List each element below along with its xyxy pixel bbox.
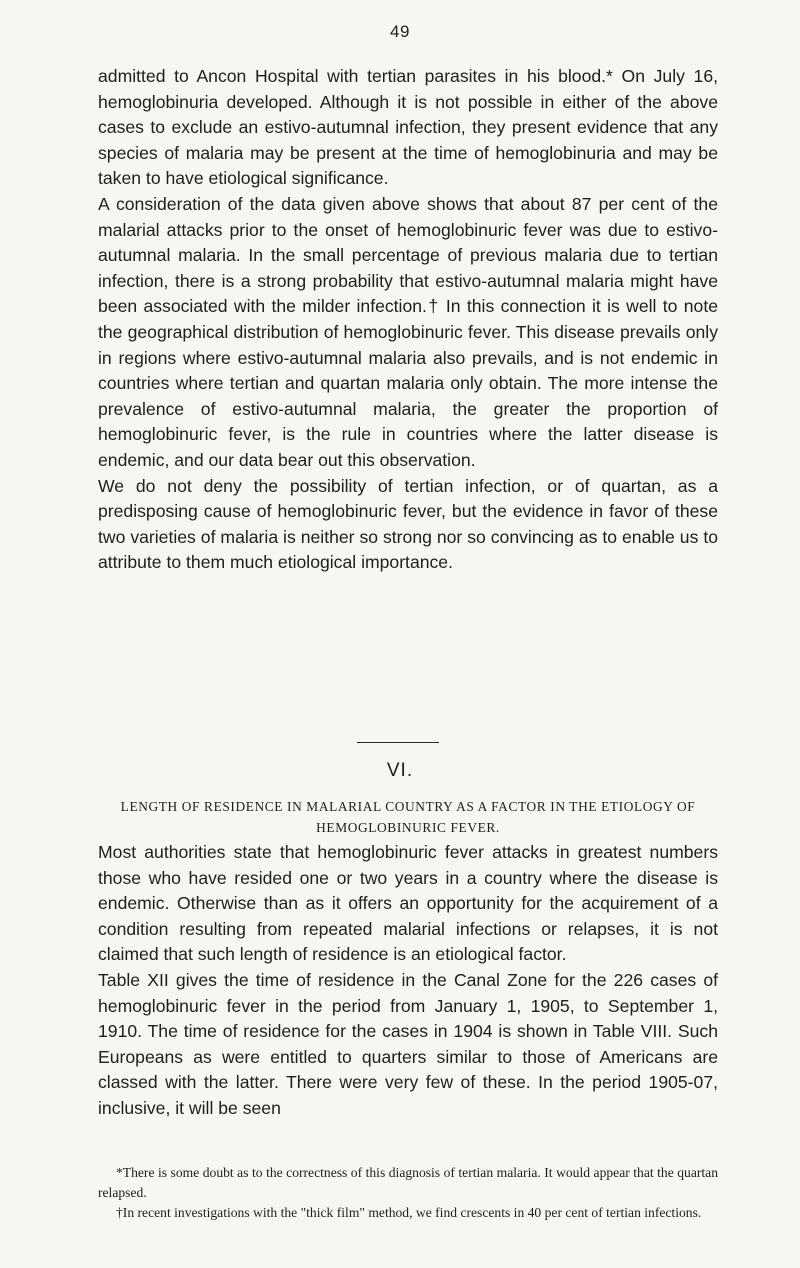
footnote: *There is some doubt as to the correctness of this diagnosis of tertian malaria. It would appear that the quartan relapsed.: [98, 1165, 718, 1200]
footnote: †In recent investigations with the "thick film" method, we find crescents in 40 per cent of tertian infections.: [116, 1205, 702, 1220]
paragraph: Table XII gives the time of residence in the Canal Zone for the 226 cases of hemoglobinuric fever in the period from January 1, 1905, to September 1, 1910. The time of residence for the cases in 1904 is shown in Table VIII. Such Europeans as were entitled to quarters similar to those of Americans are classed with the latter. There were very few of these. In the period 1905-07, inclusive, it will be seen: [98, 969, 718, 1118]
body-text-bottom: [98, 840, 718, 1122]
body-text-top: [98, 64, 718, 576]
section-title: LENGTH OF RESIDENCE IN MALARIAL COUNTRY AS A FACTOR IN THE ETIOLOGY OF HEMOGLOBINURIC FEVER.: [120, 799, 696, 835]
section-divider: [357, 742, 439, 743]
paragraph: A consideration of the data given above shows that about 87 per cent of the malarial attacks prior to the onset of hemoglobinuric fever was due to estivo-autumnal malaria. In the small percentage of previous malaria due to tertian infection, there is a strong probability that estivo-autumnal malaria might have been associated with the milder infection.† In this connection it is well to note the geographical distribution of hemoglobinuric fever. This disease prevails only in regions where estivo-autumnal malaria also prevails, and is not endemic in countries where tertian and quartan malaria only obtain. The more intense the prevalence of estivo-autumnal malaria, the greater the proportion of hemoglobinuric fever, is the rule in countries where the latter disease is endemic, and our data bear out this observation.: [98, 193, 718, 470]
page-number: 49: [390, 22, 410, 41]
section-number: VI.: [386, 760, 414, 781]
paragraph: We do not deny the possibility of tertian infection, or of quartan, as a predisposing cause of hemoglobinuric fever, but the evidence in favor of these two varieties of malaria is neither so strong nor so convincing as to enable us to attribute to them much etiological importance.: [98, 475, 718, 573]
paragraph: Most authorities state that hemoglobinuric fever attacks in greatest numbers those who have resided one or two years in a country where the disease is endemic. Otherwise than as it offers an opportunity for the acquirement of a condition resulting from repeated malarial infections or relapses, it is not claimed that such length of residence is an etiological factor.: [98, 842, 718, 965]
footnotes: [98, 1163, 718, 1223]
paragraph: admitted to Ancon Hospital with tertian parasites in his blood.* On July 16, hemoglobinuria developed. Although it is not possible in either of the above cases to exclude an estivo-autumnal infection, they present evidence that any species of malaria may be present at the time of hemoglobinuria and may be taken to have etiological significance.: [98, 66, 718, 189]
